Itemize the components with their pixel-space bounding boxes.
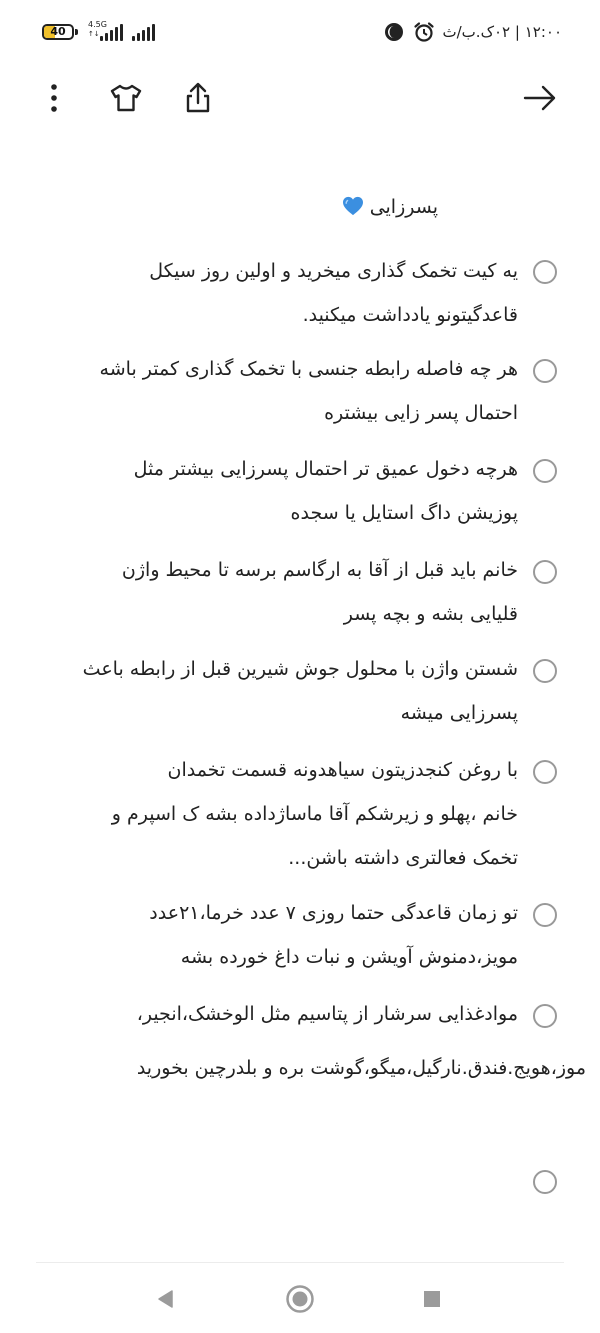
checkbox-item-5[interactable]: [533, 659, 557, 683]
item-8-line-2[interactable]: موز،هویج.فندق.نارگیل،میگو،گوشت بره و بلدرچین بخورید: [136, 1057, 586, 1079]
checklist-item-8[interactable]: [137, 992, 518, 1036]
checkbox-item-8[interactable]: [533, 1004, 557, 1028]
battery-tip: [75, 29, 78, 35]
nav-divider: [36, 1262, 564, 1263]
checkbox-new-item[interactable]: [533, 1170, 557, 1194]
checklist-item-2[interactable]: [100, 347, 518, 435]
square-recents-icon: [422, 1289, 442, 1309]
item-6-line-3: تخمک فعالتری داشته باشن...: [288, 847, 518, 869]
item-7-line-1: تو زمان قاعدگی حتما روزی ۷ عدد خرما،۲۱عدد: [149, 902, 518, 924]
checklist-item-4[interactable]: [122, 548, 518, 636]
checkbox-item-2[interactable]: [533, 359, 557, 383]
checklist-item-1[interactable]: [149, 249, 518, 337]
status-right-group: [383, 20, 563, 44]
checklist-item-6[interactable]: [112, 748, 518, 880]
nav-back-button[interactable]: [150, 1283, 182, 1315]
item-5-line-2: پسرزایی میشه: [400, 702, 518, 724]
item-2-line-2: احتمال پسر زایی بیشتره: [324, 402, 518, 424]
new-checklist-item[interactable]: [98, 1160, 518, 1204]
more-options-button[interactable]: [34, 78, 74, 118]
dnd-icon: [383, 21, 405, 43]
item-8-line-1: موادغذایی سرشار از پتاسیم مثل الوخشک،انجیر،: [136, 1003, 518, 1025]
battery-level: 40: [50, 25, 66, 38]
checkbox-item-6[interactable]: [533, 760, 557, 784]
triangle-back-icon: [155, 1288, 177, 1310]
share-icon: [183, 82, 213, 114]
network-type: 4.5G ↑↓: [88, 20, 107, 38]
checkbox-item-4[interactable]: [533, 560, 557, 584]
more-vertical-icon: [49, 83, 59, 113]
theme-button[interactable]: [106, 78, 146, 118]
item-1-line-1: یه کیت تخمک گذاری میخرید و اولین روز سیکل: [149, 260, 518, 282]
checklist-item-5[interactable]: [83, 647, 518, 735]
item-3-line-1: هرچه دخول عمیق تر احتمال پسرزایی بیشتر مثل: [133, 458, 518, 480]
checklist-item-3[interactable]: [134, 447, 518, 535]
shirt-icon: [109, 83, 143, 113]
status-time-date: ۱۲:۰۰ | ۰۲ک.ب/ث: [442, 23, 562, 41]
item-4-line-2: قلیایی بشه و بچه پسر: [343, 603, 518, 625]
network-type-label: 4.5G: [88, 20, 107, 29]
item-1-line-2: قاعدگیتونو یادداشت میکنید.: [302, 304, 518, 326]
alarm-icon: [413, 21, 435, 43]
back-button[interactable]: [520, 78, 560, 118]
blue-heart-icon: [342, 196, 364, 216]
signal-strength-icon: [100, 24, 126, 41]
item-7-line-2: مویز،دمنوش آویشن و نبات داغ خورده بشه: [180, 946, 518, 968]
note-title-text: پسرزایی: [369, 196, 438, 218]
item-4-line-1: خانم باید قبل از آقا به ارگاسم برسه تا محیط واژن: [121, 559, 518, 581]
checkbox-item-7[interactable]: [533, 903, 557, 927]
item-3-line-2: پوزیشن داگ استایل یا سجده: [290, 502, 518, 524]
checkbox-item-3[interactable]: [533, 459, 557, 483]
item-2-line-1: هر چه فاصله رابطه جنسی با تخمک گذاری کمتر باشه: [99, 358, 518, 380]
arrow-right-icon: [523, 85, 557, 111]
share-button[interactable]: [178, 78, 218, 118]
checkbox-item-1[interactable]: [533, 260, 557, 284]
nav-recents-button[interactable]: [416, 1283, 448, 1315]
item-6-line-2: خانم ،پهلو و زیرشکم آقا ماساژداده بشه ک اسپرم و: [111, 803, 518, 825]
battery-icon: [42, 24, 74, 40]
note-title[interactable]: [341, 196, 438, 218]
item-5-line-1: شستن واژن با محلول جوش شیرین قبل از رابطه باعث: [82, 658, 518, 680]
circle-home-icon: [285, 1284, 315, 1314]
signal-strength-2-icon: [132, 24, 158, 41]
status-bar: [0, 0, 600, 62]
item-6-line-1: با روغن کنجدزیتون سیاهدونه قسمت تخمدان: [167, 759, 518, 781]
nav-home-button[interactable]: [284, 1283, 316, 1315]
checklist-item-7[interactable]: [149, 891, 518, 979]
